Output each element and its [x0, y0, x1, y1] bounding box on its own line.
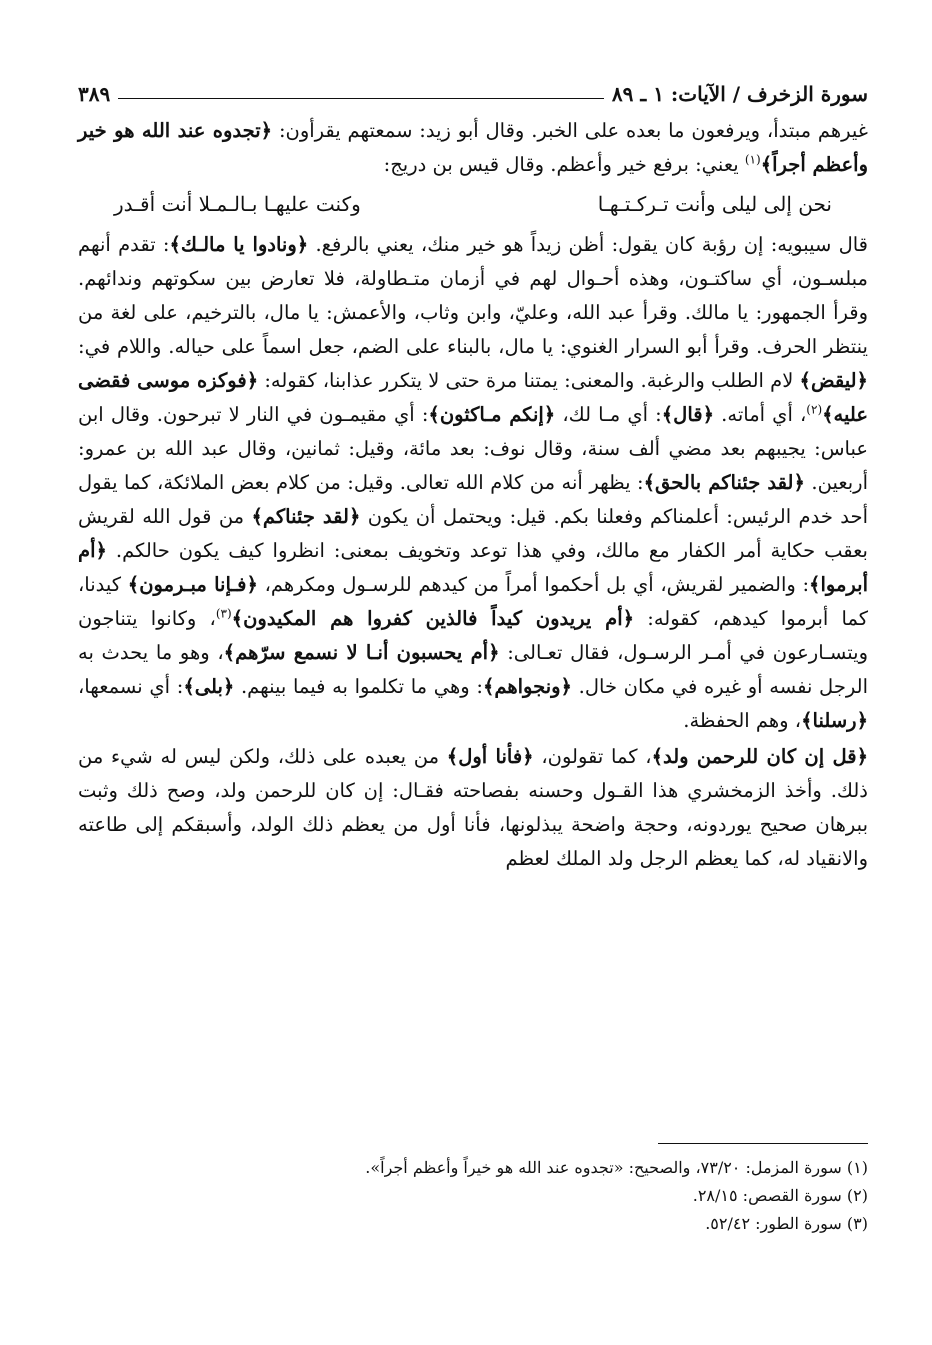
quran-quote: ﴿إنكم مـاكثون﴾ [428, 403, 556, 426]
footnote-ref-3: (٣) [215, 606, 232, 621]
quran-quote: ﴿رسلنا﴾ [801, 709, 868, 732]
quran-quote: ﴿أم أبرموا﴾ [78, 539, 868, 596]
text-run: ، وهم الحفظة. [683, 709, 802, 732]
text-run: لام الطلب والرغبة. والمعنى: يمتنا مرة حتى لا يتكرر عذابنا، كقوله: [258, 369, 800, 392]
quran-quote: ﴿قال﴾ [661, 403, 715, 426]
page-header [78, 68, 868, 106]
footnote-3: (٣) سورة الطور: ٥٢/٤٢. [705, 1214, 868, 1233]
poetry-verse [78, 182, 868, 228]
main-text [78, 114, 868, 876]
quran-quote: ﴿فأنا أول﴾ [446, 745, 534, 768]
quran-quote: ﴿ونادوا يا مالـك﴾ [169, 233, 309, 256]
text-run: : والضمير لقريش، أي بل أحكموا أمراً من كيدهم للرسـول ومكرهم، [257, 573, 810, 596]
text-run: : يظهر أنه من كلام الله تعالى. وقيل: من كلام بعض الملائكة، كما يقول أحد خدم الرئيس: أعلمناكم وفعلنا بكم. قيل: ويحتمل أن يكون [78, 471, 868, 528]
quran-quote: ﴿ليقض﴾ [799, 369, 868, 392]
quran-quote: ﴿ونجواهم﴾ [482, 675, 572, 698]
quran-quote: ﴿قل إن كان للرحمن ولد﴾ [651, 745, 868, 768]
paragraph-3 [78, 740, 868, 876]
footnotes [78, 1143, 868, 1238]
text-run: ، أي أماته. [714, 403, 807, 426]
text-run: ، وكانوا يتناجون ويتسـارعون في أمـر الرسـول، فقال تعـالى: [78, 607, 868, 664]
footnote-2: (٢) سورة القصص: ٢٨/١٥. [692, 1186, 868, 1205]
text-run: ، وهو ما يحدث به الرجل نفسه أو غيره في مكان خال. [78, 641, 869, 698]
quran-quote: ﴿تجدوه عند الله هو خير وأعظم أجراً﴾ [78, 119, 868, 176]
text-run: من قول الله لقريش بعقب حكاية أمر الكفار مع مالك، وفي هذا توعد وتخويف بمعنى: انظروا كيف يكون حالكم. [78, 505, 868, 562]
text-run: : وهي ما تكلموا به فيما بينهم. [234, 675, 483, 698]
footnote-ref-1: (١) [744, 152, 761, 167]
footnote-1: (١) سورة المزمل: ٧٣/٢٠، والصحيح: «تجدوه عند الله هو خيراً وأعظم أجراً». [365, 1158, 868, 1177]
text-run: غيرهم مبتدأ، ويرفعون ما بعده على الخبر. وقال أبو زيد: سمعتهم يقرأون: [272, 119, 868, 142]
book-page [78, 68, 869, 1233]
running-title: سورة الزخرف / الآيات: ١ ـ ٨٩ [611, 82, 868, 106]
paragraph-2 [78, 228, 868, 738]
footnote-list [78, 1154, 868, 1238]
footnote-ref-2: (٢) [806, 402, 823, 417]
verse-second-hemistich: وكنت عليهـا بـالـمـلا أنت أقـدر [114, 192, 361, 216]
text-run: قال سيبويه: إن رؤبة كان يقول: أظن زيداً هو خير منك، يعني بالرفع. [308, 233, 869, 256]
text-run: من يعبده على ذلك، ولكن ليس له شيء من ذلك. وأخذ الزمخشري هذا القـول وحسنه بفصاحته فقـال: إن كان للرحمن ولد، وصح ذلك وثبت ببرهان صحيح يوردونه، وحجة واضحة يبذلونها، فأنا أول من يعظم ذلك الولد، وأسبقكم إلى طاعته والانقياد له، كما يعظم الرجل ولد الملك لعظم [78, 745, 868, 870]
quran-quote: ﴿فـإنا مبـرمون﴾ [127, 573, 258, 596]
text-run: : أي مـا لك، [555, 403, 662, 426]
quran-quote: ﴿لقد جئناكم﴾ [251, 505, 361, 528]
quran-quote: ﴿لقد جئناكم بالحق﴾ [643, 471, 805, 494]
verse-first-hemistich: نحن إلى ليلى وأنت تـركـتـهـا [597, 192, 832, 216]
quran-quote: ﴿بلى﴾ [183, 675, 235, 698]
text-run: ، كما تقولون، [533, 745, 652, 768]
quran-quote: ﴿فوكزه موسى فقضى عليه﴾ [78, 369, 868, 426]
quran-quote: ﴿أم يحسبون أنـا لا نسمع سرّهم﴾ [223, 641, 500, 664]
page-number: ٣٨٩ [78, 82, 111, 106]
quran-quote: ﴿أم يريدون كيداً فالذين كفروا هم المكيدون﴾ [231, 607, 635, 630]
text-run: : تقدم أنهم مبلسـون، أي ساكتـون، وهذه أحـوال لهم في أزمان متـطاولة، فلا تعارض بين سكوتهم وندائهم. وقرأ الجمهور: يا مالك. وقرأ عبد الله، وعليّ، وابن وثاب، والأعمش: يا مال، بالترخيم، على لغة من ينتظر الحرف. وقرأ أبو السرار الغنوي: يا مال، بالبناء على الضم، جعل اسماً على حياله. واللام في: [78, 233, 868, 358]
text-run: : أي نسمعها، [78, 675, 184, 698]
footnote-rule [658, 1143, 868, 1144]
text-run: يعني: برفع خير وأعظم. وقال قيس بن دريج: [383, 153, 745, 176]
paragraph-1 [78, 114, 868, 182]
header-rule [118, 98, 604, 99]
text-run: : أي مقيمـون في النار لا تبرحون. وقال ابن عباس: يجيبهم بعد مضي ألف سنة، وقال نوف: بعد مائة، وقيل: ثمانين، وقال عبد الله بن عمرو: أربعين. [78, 403, 868, 494]
text-run: كيدنا، كما أبرموا كيدهم، كقوله: [78, 573, 868, 630]
